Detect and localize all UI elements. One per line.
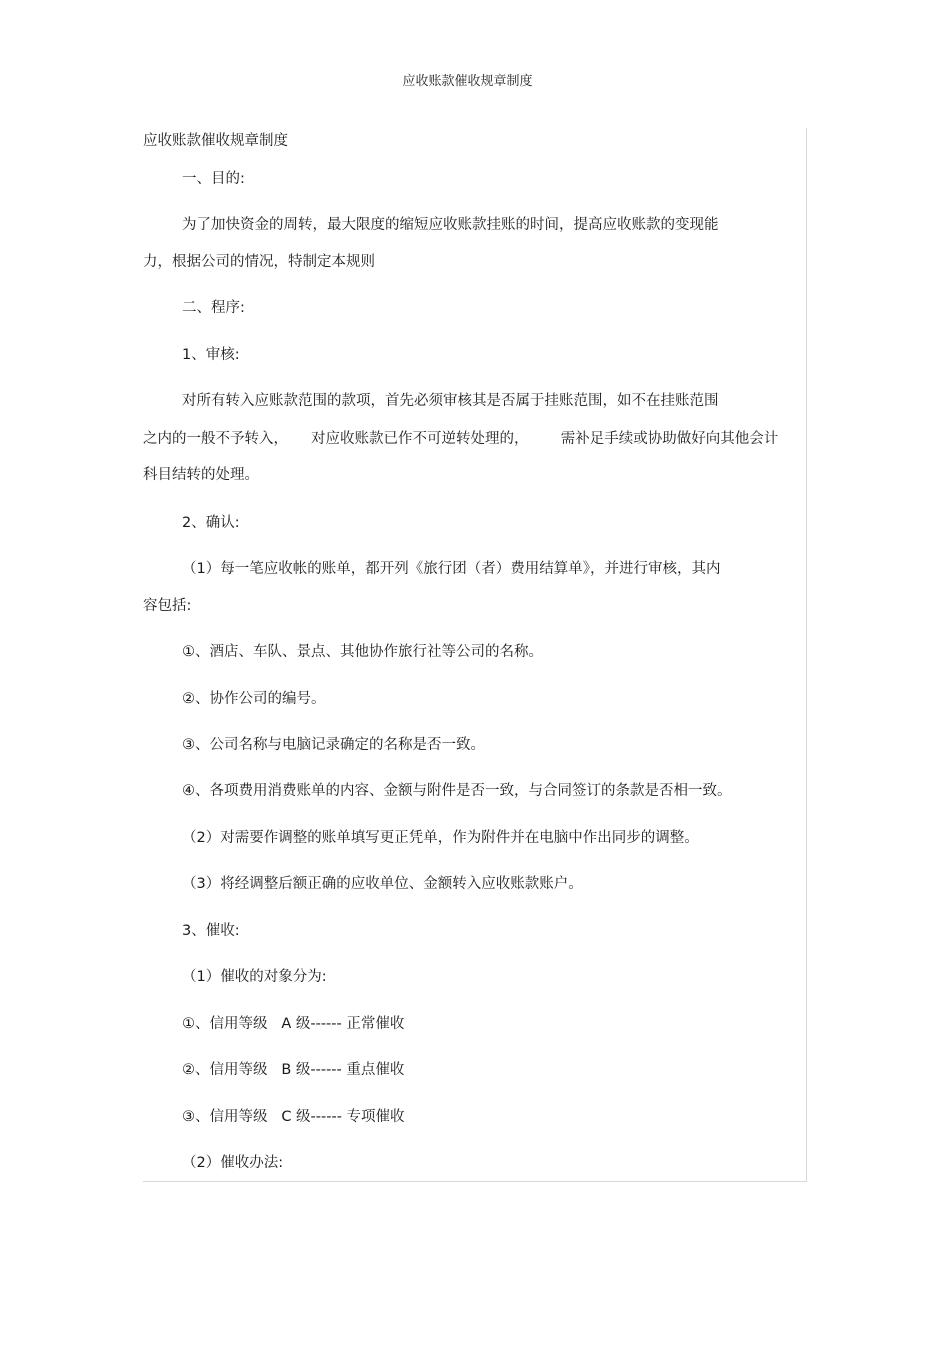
- paragraph-line: 容包括:: [143, 598, 192, 614]
- paragraph-line: （1）催收的对象分为:: [182, 969, 327, 985]
- list-item: ①、酒店、车队、景点、其他协作旅行社等公司的名称。: [182, 644, 543, 660]
- section-heading-procedure: 二、程序:: [182, 300, 245, 316]
- paragraph-line: （2）催收办法:: [182, 1155, 284, 1171]
- document-title: 应收账款催收规章制度: [143, 133, 288, 149]
- list-item: ②、信用等级 B 级------ 重点催收: [182, 1062, 405, 1078]
- subheading-confirm: 2、确认:: [182, 515, 240, 531]
- list-item: ①、信用等级 A 级------ 正常催收: [182, 1016, 405, 1032]
- subheading-review: 1、审核:: [182, 347, 240, 363]
- paragraph-line: （1）每一笔应收帐的账单，都开列《旅行团（者）费用结算单》，并进行审核，其内: [182, 561, 721, 577]
- paragraph-line: （3）将经调整后额正确的应收单位、金额转入应收账款账户。: [182, 876, 583, 892]
- paragraph-line: 为了加快资金的周转，最大限度的缩短应收账款挂账的时间，提高应收账款的变现能: [182, 217, 719, 233]
- page-header: 应收账款催收规章制度: [402, 74, 533, 89]
- list-item: ③、信用等级 C 级------ 专项催收: [182, 1109, 405, 1125]
- list-item: ②、协作公司的编号。: [182, 691, 326, 707]
- paragraph-line: 对所有转入应账款范围的款项，首先必须审核其是否属于挂账范围，如不在挂账范围: [182, 393, 719, 409]
- subheading-collection: 3、催收:: [182, 923, 240, 939]
- section-heading-purpose: 一、目的:: [182, 171, 245, 187]
- list-item: ④、各项费用消费账单的内容、金额与附件是否一致，与合同签订的条款是否相一致。: [182, 783, 732, 799]
- list-item: ③、公司名称与电脑记录确定的名称是否一致。: [182, 737, 485, 753]
- paragraph-line: 科目结转的处理。: [143, 467, 259, 483]
- paragraph-line: 之内的一般不予转入， 对应收账款已作不可逆转处理的， 需补足手续或协助做好向其他会计: [143, 431, 779, 447]
- paragraph-line: （2）对需要作调整的账单填写更正凭单，作为附件并在电脑中作出同步的调整。: [182, 830, 699, 846]
- paragraph-line: 力，根据公司的情况，特制定本规则: [143, 254, 375, 270]
